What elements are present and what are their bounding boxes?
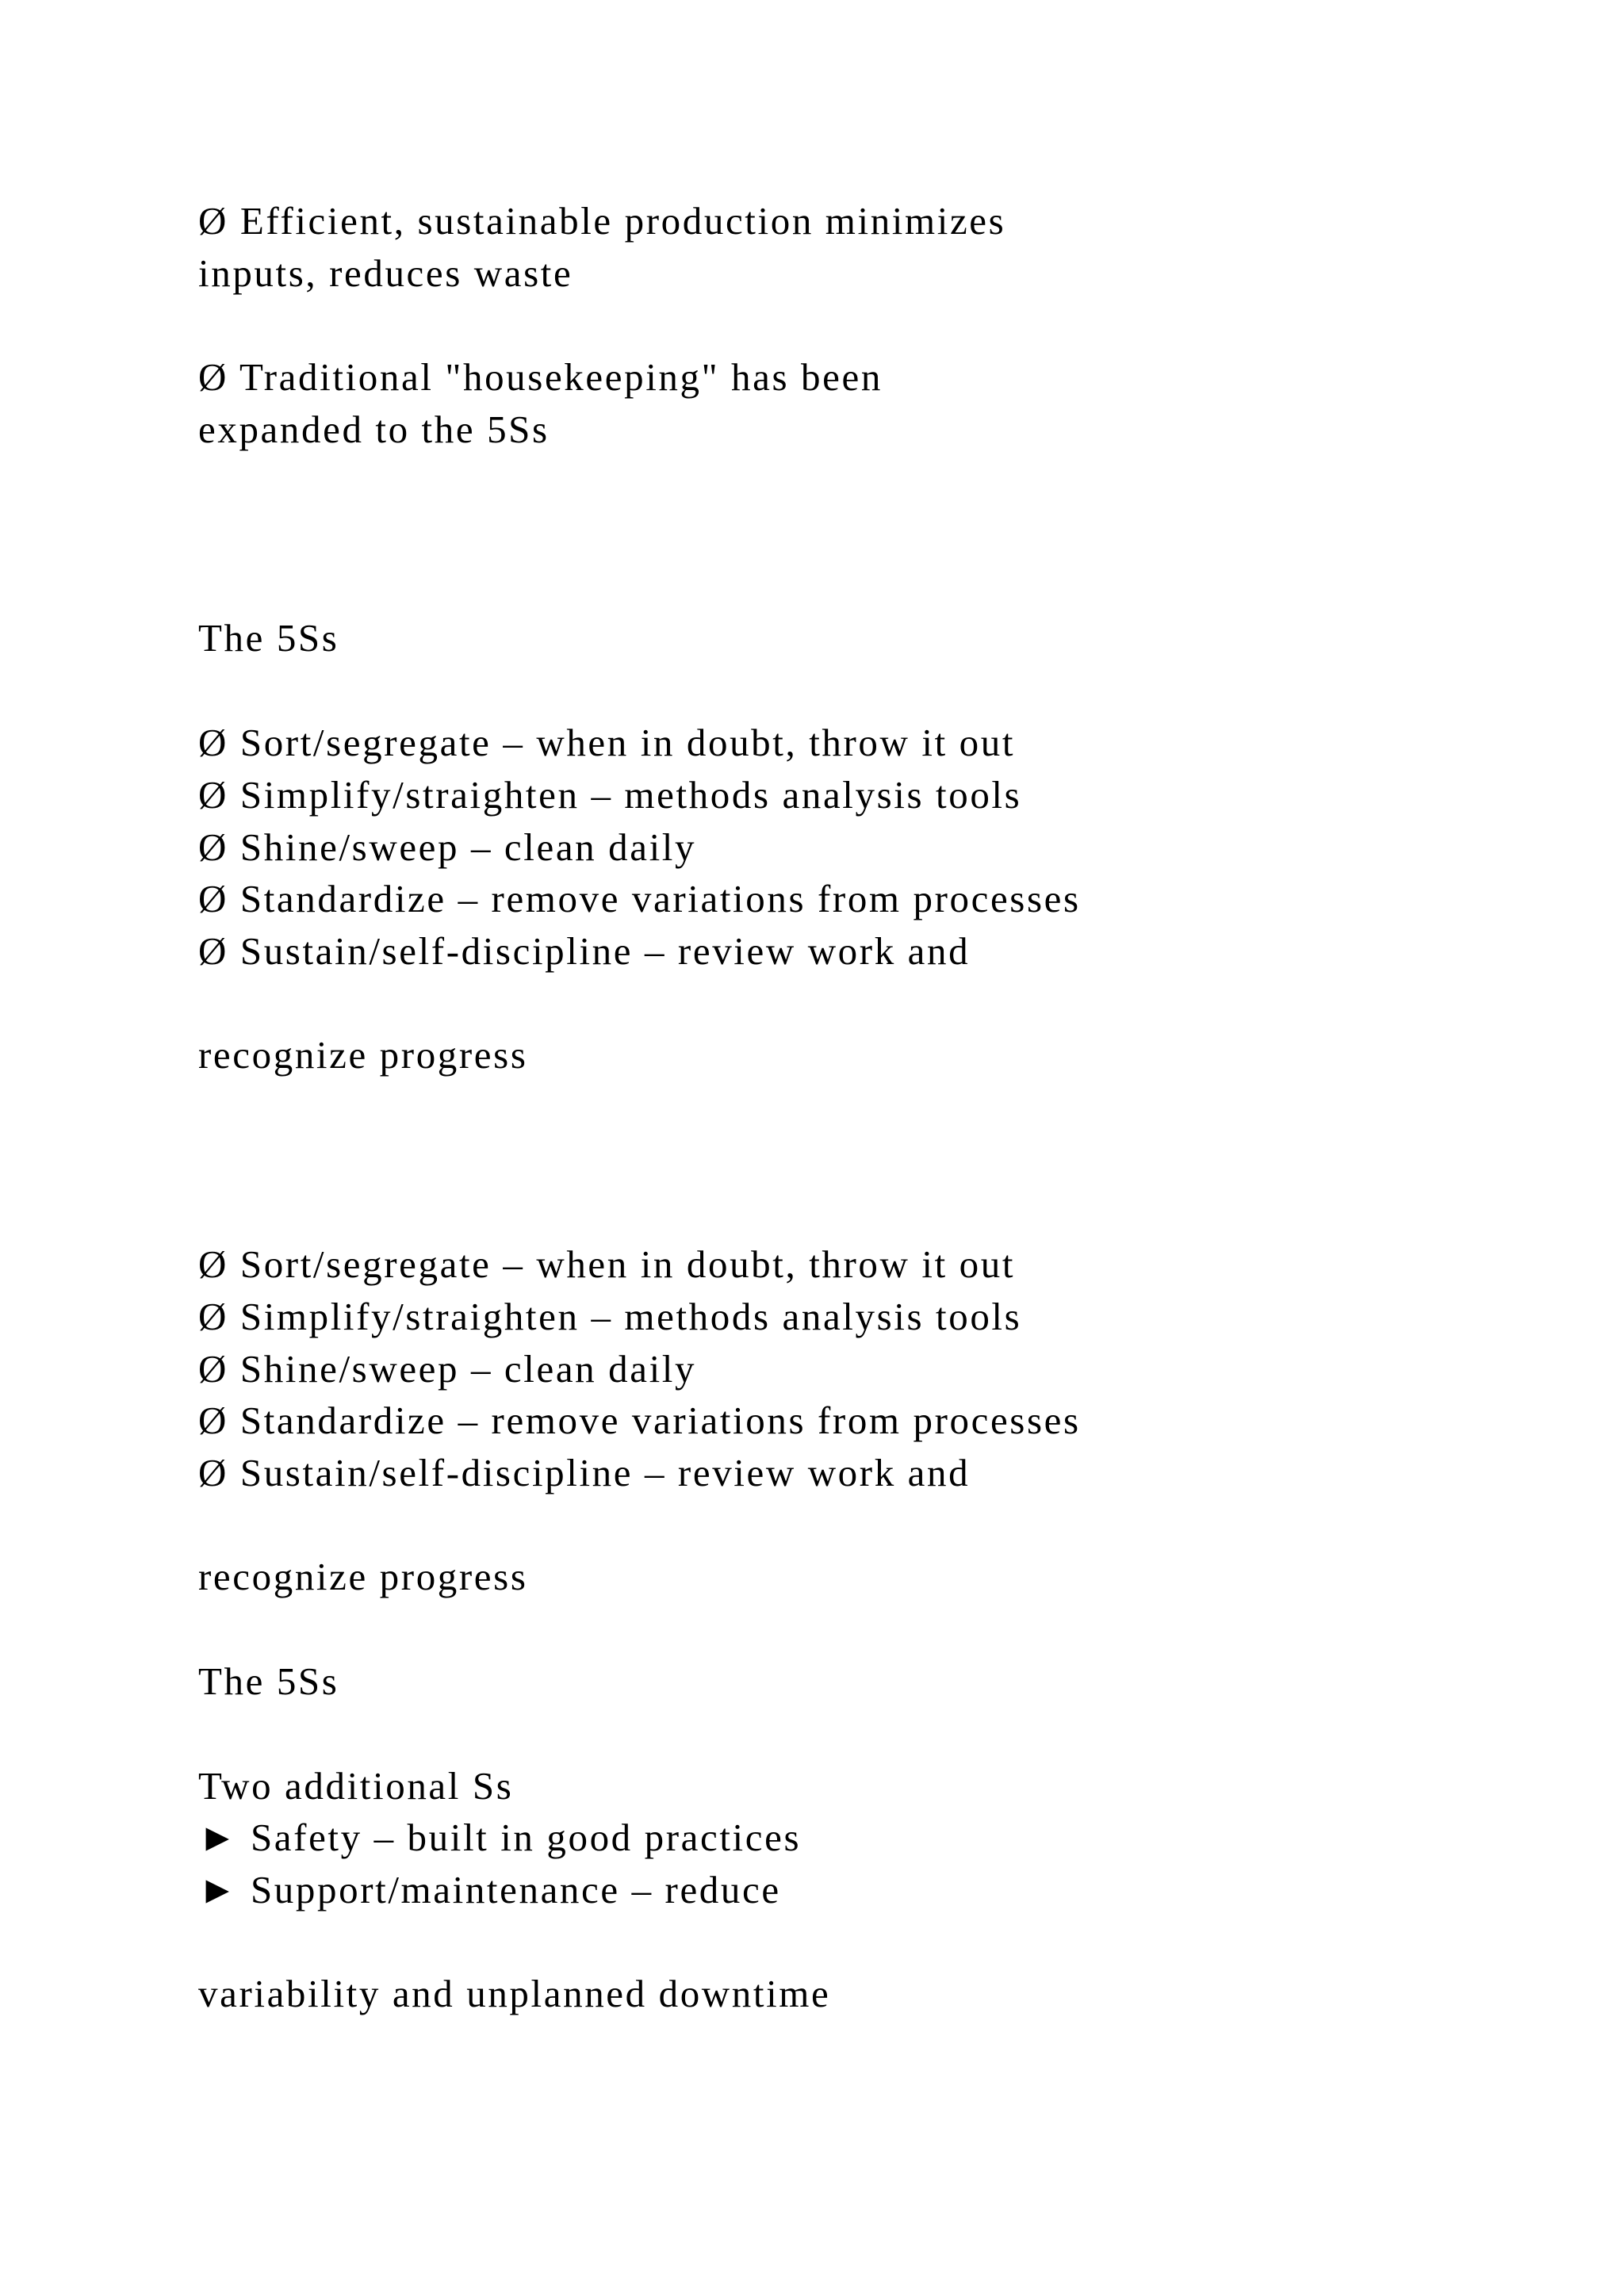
section-1-item-shine: Ø Shine/sweep – clean daily <box>198 825 697 869</box>
intro-bullet-1-line-1: Ø Efficient, sustainable production minimizes <box>198 199 1006 243</box>
intro-bullet-1-line-2: inputs, reduces waste <box>198 251 573 295</box>
section-2-heading: The 5Ss <box>198 1659 339 1703</box>
intro-bullet-2-line-1: Ø Traditional "housekeeping" has been <box>198 355 883 399</box>
intro-bullet-2-line-2: expanded to the 5Ss <box>198 408 550 451</box>
section-3-continuation: variability and unplanned downtime <box>198 1972 831 2015</box>
section-2-item-sustain: Ø Sustain/self-discipline – review work and <box>198 1451 971 1494</box>
section-1-item-sort: Ø Sort/segregate – when in doubt, throw it out <box>198 721 1016 764</box>
section-3-item-support: ► Support/maintenance – reduce <box>198 1868 781 1911</box>
section-3-heading: Two additional Ss <box>198 1764 514 1808</box>
section-2-continuation: recognize progress <box>198 1555 528 1598</box>
section-1-continuation: recognize progress <box>198 1033 528 1077</box>
section-1-item-standardize: Ø Standardize – remove variations from processes <box>198 877 1081 920</box>
section-2-item-shine: Ø Shine/sweep – clean daily <box>198 1347 697 1391</box>
section-2-item-standardize: Ø Standardize – remove variations from processes <box>198 1399 1081 1442</box>
section-1-item-sustain: Ø Sustain/self-discipline – review work and <box>198 929 971 973</box>
section-2-item-simplify: Ø Simplify/straighten – methods analysis tools <box>198 1295 1022 1338</box>
section-1-item-simplify: Ø Simplify/straighten – methods analysis tools <box>198 773 1022 817</box>
section-1-heading: The 5Ss <box>198 616 339 660</box>
section-3-item-safety: ► Safety – built in good practices <box>198 1816 802 1859</box>
section-2-item-sort: Ø Sort/segregate – when in doubt, throw it out <box>198 1242 1016 1286</box>
